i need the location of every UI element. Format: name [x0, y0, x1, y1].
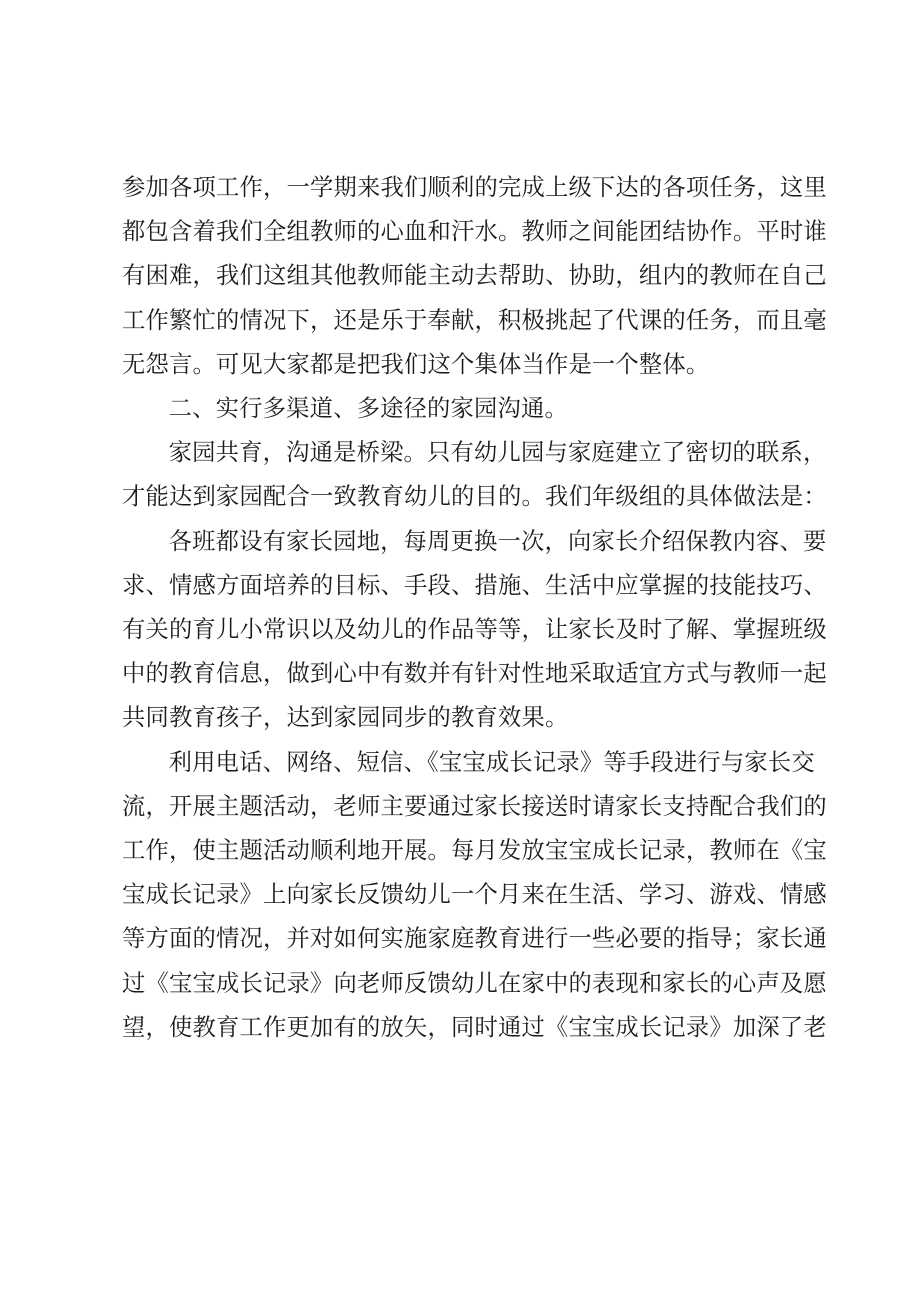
text-line: 工作繁忙的情况下，还是乐于奉献，积极挑起了代课的任务，而且毫: [122, 306, 827, 334]
text-line: 工作，使主题活动顺利地开展。每月发放宝宝成长记录，教师在《宝: [122, 837, 827, 865]
paragraph-growth-record: [122, 741, 827, 1050]
text-line: 求、情感方面培养的目标、手段、措施、生活中应掌握的技能技巧、: [122, 571, 827, 599]
text-line: 都包含着我们全组教师的心血和汗水。教师之间能团结协作。平时谁: [122, 218, 827, 246]
text-line: 等方面的情况，并对如何实施家庭教育进行一些必要的指导；家长通: [122, 925, 827, 953]
paragraph-home-school-bridge: [122, 431, 827, 519]
text-line: 有困难，我们这组其他教师能主动去帮助、协助，组内的教师在自己: [122, 262, 827, 290]
text-line: 参加各项工作，一学期来我们顺利的完成上级下达的各项任务，这里: [122, 174, 827, 201]
text-line: 过《宝宝成长记录》向老师反馈幼儿在家中的表现和家长的心声及愿: [122, 969, 827, 997]
text-line: 利用电话、网络、短信、《宝宝成长记录》等手段进行与家长交: [168, 748, 815, 776]
text-line: 才能达到家园配合一致教育幼儿的目的。我们年级组的具体做法是：: [122, 483, 827, 511]
text-line: 共同教育孩子，达到家园同步的教育效果。: [122, 704, 569, 732]
text-line: 各班都设有家长园地，每周更换一次，向家长介绍保教内容、要: [168, 527, 827, 555]
text-line: 宝成长记录》上向家长反馈幼儿一个月来在生活、学习、游戏、情感: [122, 881, 827, 909]
document-body: [122, 166, 827, 1050]
text-line: 有关的育儿小常识以及幼儿的作品等等，让家长及时了解、掌握班级: [122, 616, 827, 644]
text-line: 二、实行多渠道、多途径的家园沟通。: [168, 395, 569, 423]
text-line: 望，使教育工作更加有的放矢，同时通过《宝宝成长记录》加深了老: [122, 1013, 827, 1041]
section-heading-communication: [122, 387, 822, 431]
paragraph-parent-corner: [122, 520, 827, 741]
text-line: 家园共育，沟通是桥梁。只有幼儿园与家庭建立了密切的联系，: [168, 439, 827, 467]
text-line: 无怨言。可见大家都是把我们这个集体当作是一个整体。: [122, 350, 710, 378]
paragraph-team-collaboration: [122, 166, 827, 387]
text-line: 流，开展主题活动，老师主要通过家长接送时请家长支持配合我们的: [122, 792, 827, 820]
text-line: 中的教育信息，做到心中有数并有针对性地采取适宜方式与教师一起: [122, 660, 827, 688]
